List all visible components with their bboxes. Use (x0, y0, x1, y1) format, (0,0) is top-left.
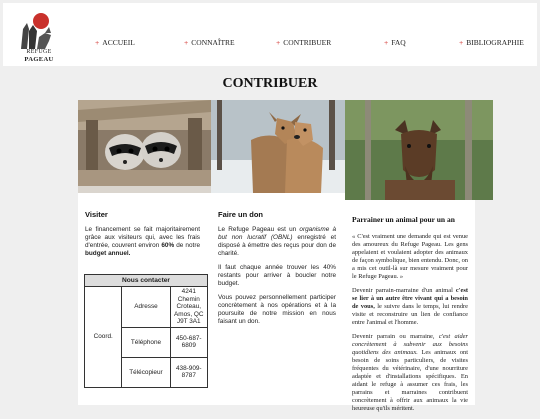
contact-value-adresse: 4241 Chemin Croteau, Amos, QC J9T 3A1 (170, 287, 207, 328)
visiter-text (85, 226, 200, 258)
nav-item-connaitre[interactable] (184, 38, 235, 47)
don-p1-a: Le Refuge Pageau est un (218, 226, 300, 233)
contact-value-telephone[interactable]: 450-687-6809 (170, 327, 207, 357)
nav-label: ACCUEIL (102, 38, 135, 47)
parrainer-paragraph-1: « C'est vraiment une demande qui est venue des amoureux du Refuge Pageau. Les gens appelaient et voulaient adopter des animaux de façon symbolique, bien entendu. Donc, on a mis cet outil-là sur mesure vraiment pour le Refuge Pageau. » (352, 233, 468, 280)
don-paragraph-2: Il faut chaque année trouver les 40% restants pour arriver à boucler notre budget. (218, 264, 336, 287)
deer-photo (211, 100, 345, 193)
parrainer-paragraph-2 (352, 287, 468, 327)
refuge-pageau-logo[interactable] (15, 11, 57, 63)
nav-item-faq[interactable] (384, 38, 406, 47)
visiter-budget: budget annuel. (85, 250, 131, 257)
plus-icon: + (459, 38, 464, 47)
contact-table-header: Nous contacter (85, 275, 208, 287)
nav-label: CONTRIBUER (283, 38, 332, 47)
parrainer-p3-em: c'est aider concrètement à subvenir aux besoins quotidiens des animaux. (352, 333, 469, 356)
don-title: Faire un don (218, 210, 263, 219)
contact-table (84, 274, 208, 388)
parrainer-p2-a: Devenir parrain-marraine d'un animal (352, 287, 456, 294)
contact-label-telecopieur: Télécopieur (122, 357, 170, 387)
contact-label-adresse: Adresse (122, 287, 170, 328)
parrainer-p3-a: Devenir parrain ou marraine, (352, 333, 439, 340)
parrainer-title: Parrainer un animal pour un an (352, 215, 455, 224)
plus-icon: + (184, 38, 189, 47)
parrainer-p2-b: le suivre dans le temps, lui rendre visite et reconstruire un lien de confiance entre l'animal et l'homme. (352, 303, 468, 326)
don-paragraph-1 (218, 226, 336, 258)
contact-group-label: Coord. (85, 287, 122, 388)
nav-label: BIBLIOGRAPHIE (466, 38, 524, 47)
parrainer-p2-strong: c'est se lier à un autre être vivant qui a besoin de vous, (352, 287, 468, 310)
logo-text (19, 49, 59, 63)
don-p1-b: enregistré et disposé à émettre des reçus pour don de charité. (218, 234, 336, 257)
don-p1-em: organisme à but non lucratif (OBNL) (218, 226, 337, 241)
parrainer-text (352, 233, 468, 419)
visiter-text-a: Le financement se fait majoritairement grâce aux visiteurs qui, avec les frais d'entrée, couvrent environ (85, 226, 200, 249)
page-title: CONTRIBUER (222, 76, 318, 91)
plus-icon: + (276, 38, 281, 47)
moose-photo (345, 100, 493, 200)
nav-label: FAQ (391, 38, 406, 47)
visiter-text-b: de notre (174, 242, 200, 249)
site-header (3, 3, 537, 66)
nav-item-bibliographie[interactable] (459, 38, 524, 47)
logo-line1: REFUGE (26, 49, 52, 55)
logo-emblem-icon (15, 11, 57, 51)
raccoons-photo (78, 100, 211, 193)
parrainer-p3-b: Les animaux ont besoin de soins particuliers, de visites fréquentes du vétérinaire, d'une nourriture adaptée et d'installations spécifiques. En aidant le refuge à assumer ces frais, les parrains et marraines contribuent concrètement à offrir aux animaux la vie heureuse qu'ils méritent. (352, 349, 468, 412)
nav-item-contribuer[interactable] (276, 38, 331, 47)
logo-line2: PAGEAU (24, 56, 54, 63)
plus-icon: + (384, 38, 389, 47)
don-paragraph-3: Vous pouvez personnellement participer concrètement à nos opérations et à la poursuite de notre mission en nous faisant un don. (218, 294, 336, 325)
contact-value-telecopieur: 438-909-8787 (170, 357, 207, 387)
visiter-title: Visiter (85, 210, 108, 219)
nav-label: CONNAÎTRE (191, 38, 235, 47)
don-text (218, 226, 336, 332)
nav-item-accueil[interactable] (95, 38, 135, 47)
plus-icon: + (95, 38, 100, 47)
visiter-percent: 60% (161, 242, 175, 249)
contact-label-telephone: Téléphone (122, 327, 170, 357)
parrainer-paragraph-3 (352, 333, 468, 413)
